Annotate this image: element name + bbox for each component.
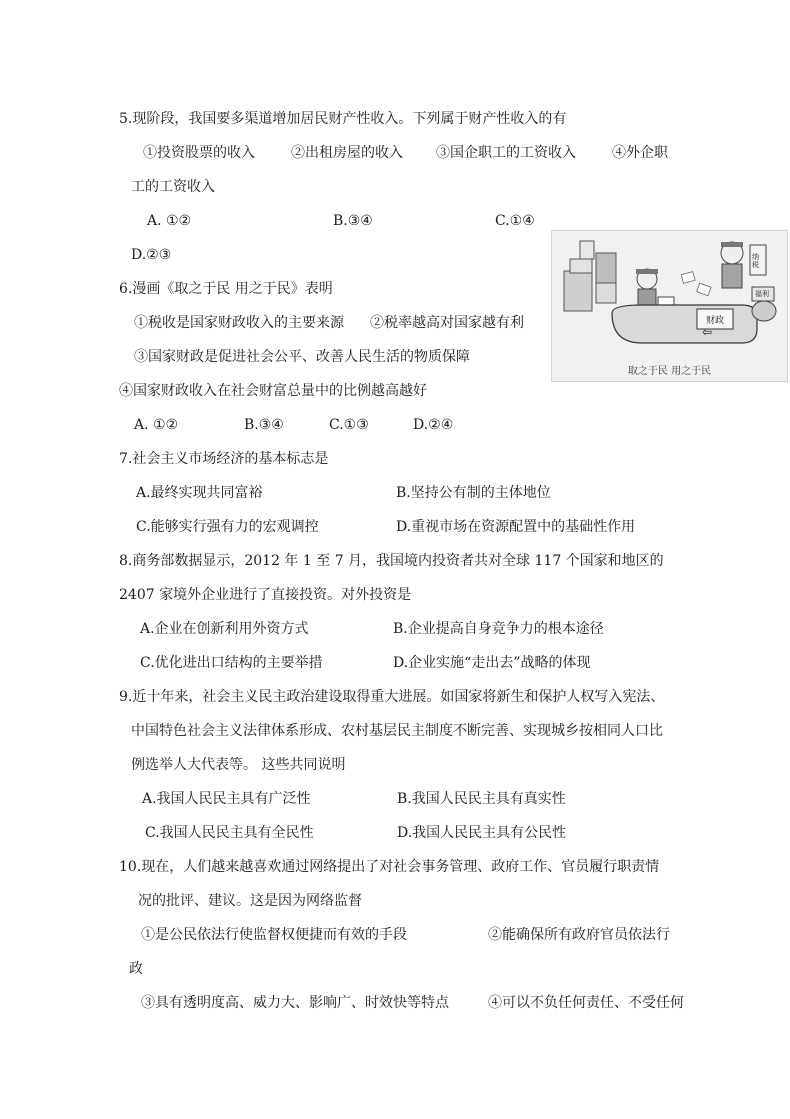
q6-option-c: C.①③: [329, 417, 369, 433]
q10-item-2-cont: 政: [129, 961, 143, 977]
q5-option-d: D.②③: [131, 247, 172, 263]
q9-stem-line-2: 中国特色社会主义法律体系形成、农村基层民主制度不断完善、实现城乡按相同人口比: [131, 723, 663, 739]
q8-option-a: A.企业在创新利用外资方式: [140, 621, 309, 637]
arrow-icon: ⇦: [702, 325, 713, 339]
q7-option-c: C.能够实行强有力的宏观调控: [136, 519, 319, 535]
q10-stem-line-1: 10.现在，人们越来越喜欢通过网络提出了对社会事务管理、政府工作、官员履行职责情: [119, 859, 660, 875]
q8-stem-line-2: 2407 家境外企业进行了直接投资。对外投资是: [119, 587, 412, 603]
q9-option-c: C.我国人民民主具有全民性: [145, 825, 314, 841]
q8-option-d: D.企业实施“走出去”战略的体现: [393, 655, 591, 671]
q7-option-a: A.最终实现共同富裕: [136, 485, 263, 501]
belt-label: 财政: [706, 316, 725, 326]
q8-stem-line-1: 8.商务部数据显示，2012 年 1 至 7 月，我国境内投资者共对全球 117 个国家和地区的: [119, 553, 664, 569]
q9-option-a: A.我国人民民主具有广泛性: [142, 791, 311, 807]
q7-option-d: D.重视市场在资源配置中的基础性作用: [396, 519, 636, 535]
q8-option-c: C.优化进出口结构的主要举措: [140, 655, 323, 671]
q6-item-4: ④国家财政收入在社会财富总量中的比例越高越好: [119, 383, 427, 399]
q10-item-2: ②能确保所有政府官员依法行: [488, 927, 670, 943]
q6-item-2: ②税率越高对国家越有利: [370, 315, 524, 331]
scroll-label: 纳税: [752, 253, 759, 269]
bag-label: 福利: [755, 290, 769, 298]
q5-item-3: ③国企职工的工资收入: [436, 145, 576, 161]
q5-stem: 5.现阶段，我国要多渠道增加居民财产性收入。下列属于财产性收入的有: [119, 111, 567, 127]
q6-stem: 6.漫画《取之于民 用之于民》表明: [119, 281, 333, 297]
q6-option-d: D.②④: [413, 417, 454, 433]
cartoon-caption: 取之于民 用之于民: [627, 366, 712, 377]
q8-option-b: B.企业提高自身竞争力的根本途径: [393, 621, 604, 637]
q5-option-a: A. ①②: [147, 213, 192, 229]
q5-item-2: ②出租房屋的收入: [291, 145, 403, 161]
q9-stem-line-3: 例选举人大代表等。 这些共同说明: [131, 757, 346, 773]
cartoon-drawing: [552, 231, 787, 365]
q9-option-b: B.我国人民民主具有真实性: [397, 791, 566, 807]
q6-item-3: ③国家财政是促进社会公平、改善人民生活的物质保障: [134, 349, 470, 365]
q6-option-b: B.③④: [244, 417, 284, 433]
q6-option-a: A. ①②: [134, 417, 179, 433]
q10-stem-line-2: 况的批评、建议。这是因为网络监督: [138, 893, 362, 909]
q10-item-3: ③具有透明度高、威力大、影响广、时效快等特点: [141, 995, 449, 1011]
q5-option-b: B.③④: [333, 213, 373, 229]
q9-stem-line-1: 9.近十年来，社会主义民主政治建设取得重大进展。如国家将新生和保护人权写入宪法、: [119, 689, 665, 705]
q10-item-4: ④可以不负任何责任、不受任何: [488, 995, 684, 1011]
q5-item-4: ④外企职: [612, 145, 668, 161]
q7-option-b: B.坚持公有制的主体地位: [396, 485, 551, 501]
q5-item-4-cont: 工的工资收入: [131, 179, 215, 195]
q6-item-1: ①税收是国家财政收入的主要来源: [134, 315, 344, 331]
q10-item-1: ①是公民依法行使监督权便捷而有效的手段: [141, 927, 407, 943]
q7-stem: 7.社会主义市场经济的基本标志是: [119, 451, 329, 467]
q5-option-c: C.①④: [495, 213, 535, 229]
q5-item-1: ①投资股票的收入: [143, 145, 255, 161]
tax-cartoon-image: [551, 230, 788, 382]
q9-option-d: D.我国人民民主具有公民性: [397, 825, 567, 841]
